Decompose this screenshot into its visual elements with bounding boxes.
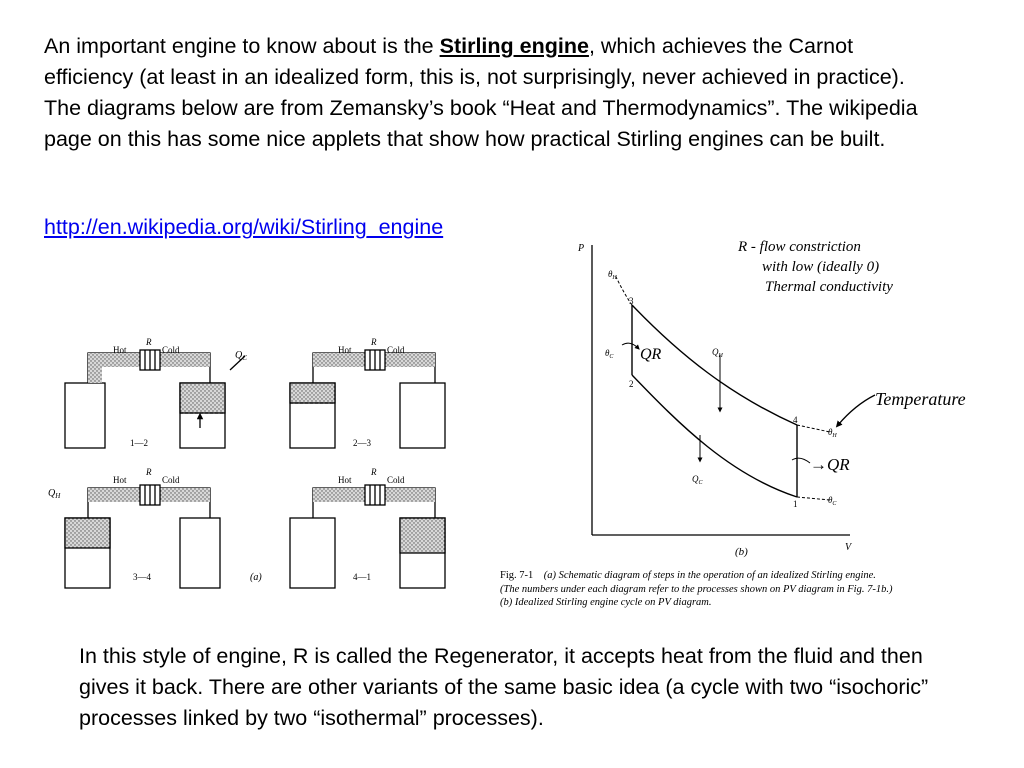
step-label-3: 3—4 — [133, 572, 151, 582]
step-label-2: 2—3 — [353, 438, 371, 448]
theta-c-right: $\theta_C$ — [828, 495, 837, 507]
axis-v-label: V — [845, 542, 852, 553]
handwritten-qr-left: QR — [640, 346, 662, 363]
pv-diagram — [560, 235, 1024, 565]
handwritten-temperature: Temperature — [875, 389, 966, 409]
r-label-3: R — [146, 467, 152, 477]
handwritten-r-note-3: Thermal conductivity — [765, 279, 893, 295]
handwritten-qr-right: →QR — [810, 455, 850, 474]
figure-caption — [500, 569, 940, 610]
r-label-1: R — [146, 337, 152, 347]
point-1: 1 — [793, 499, 798, 509]
cold-label-4: Cold — [387, 475, 405, 485]
theta-c-left: $\theta_C$ — [605, 348, 614, 360]
qh-arrow-label: $Q_H$ — [712, 347, 723, 359]
step-label-1: 1—2 — [130, 438, 148, 448]
wikipedia-link[interactable]: http://en.wikipedia.org/wiki/Stirling_engine — [44, 215, 444, 239]
isotherm-cold-dash — [797, 497, 830, 500]
outro-paragraph: In this style of engine, R is called the Regenerator, it accepts heat from the fluid and then gives it back. There are other variants of the same basic idea (a cycle with two “isochoric” processes linked by two “isothermal” processes). — [79, 644, 929, 730]
intro-text-before: An important engine to know about is the — [44, 34, 440, 58]
intro-paragraph — [44, 31, 944, 155]
cold-label-2: Cold — [387, 345, 405, 355]
stirling-engine-link[interactable]: Stirling engine — [439, 34, 589, 58]
schematic-panel-2 — [290, 350, 445, 448]
theta-h-right: $\theta_H$ — [828, 427, 837, 439]
schematic-panel-1 — [65, 350, 245, 448]
axis-p-label: P — [578, 243, 585, 254]
handwritten-r-note-2: with low (ideally 0) — [762, 259, 880, 275]
cold-label-1: Cold — [162, 345, 180, 355]
caption-b-text: (b) Idealized Stirling engine cycle on PV diagram. — [500, 597, 712, 608]
hot-label-4: Hot — [338, 475, 352, 485]
isotherm-cold — [632, 375, 797, 497]
handwritten-r-note-1: R - flow constriction — [738, 239, 861, 255]
hot-label-1: Hot — [113, 345, 127, 355]
r-label-2: R — [371, 337, 377, 347]
hot-label-2: Hot — [338, 345, 352, 355]
point-3: 3 — [629, 296, 634, 306]
panel-b-label: (b) — [735, 546, 748, 558]
intro-text-after: , which achieves the Carnot efficiency (at least in an idealized form, this is, not surprisingly, never achieved in practice). The diagrams below are from Zemansky’s book “Heat and Thermodynamics”. The wikipedia page on this has some nice applets that show how practical Stirling engines can be built. — [44, 34, 918, 151]
panel-a-label: (a) — [250, 572, 262, 583]
r-label-4: R — [371, 467, 377, 477]
isotherm-hot — [632, 305, 797, 425]
hot-label-3: Hot — [113, 475, 127, 485]
cold-label-3: Cold — [162, 475, 180, 485]
step-label-4: 4—1 — [353, 572, 371, 582]
qh-label: $Q_H$ — [48, 488, 61, 500]
point-4: 4 — [793, 415, 798, 425]
caption-a-text: (a) Schematic diagram of steps in the operation of an idealized Stirling engine. — [543, 570, 876, 581]
schematic-figure — [40, 318, 500, 588]
point-2: 2 — [629, 379, 634, 389]
qc-arrow-label: $Q_C$ — [692, 474, 703, 486]
caption-fig-number: Fig. 7-1 — [500, 570, 534, 581]
qc-label: $Q_C$ — [235, 350, 247, 362]
theta-h-left: $\theta_H$ — [608, 269, 617, 281]
caption-note: (The numbers under each diagram refer to the processes shown on PV diagram in Fig. 7-1b.) — [500, 583, 893, 595]
